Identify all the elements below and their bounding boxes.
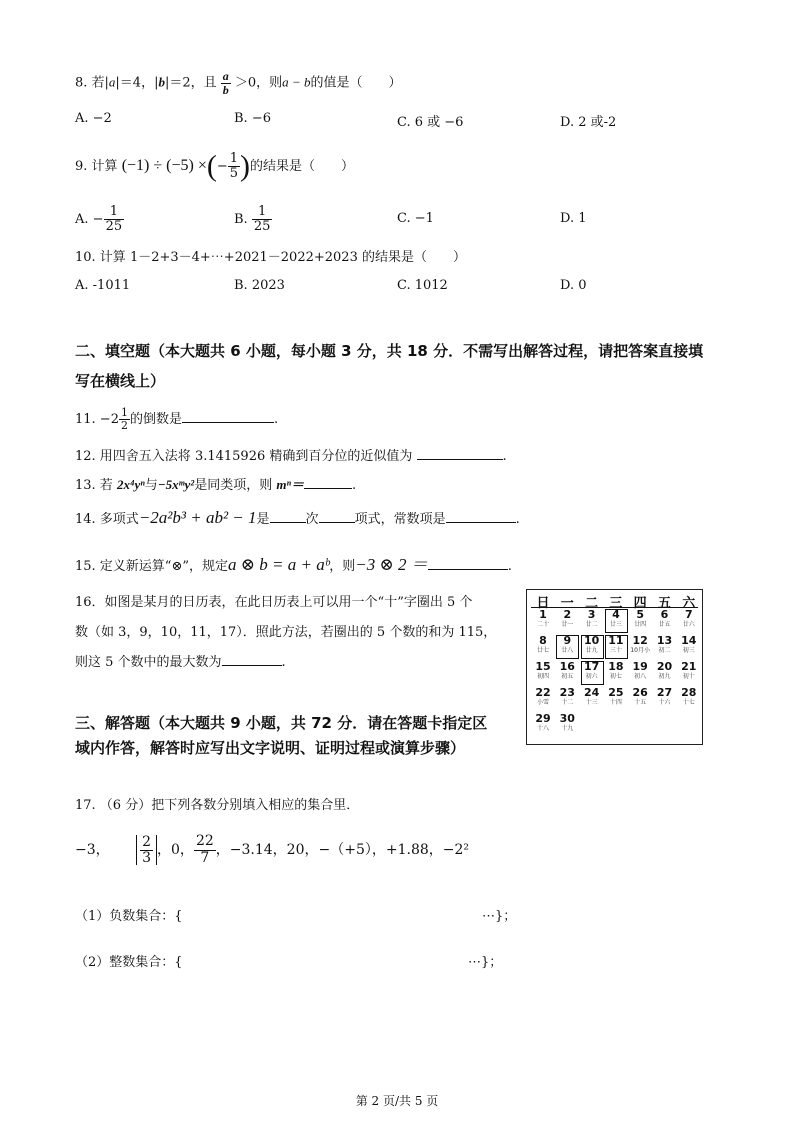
calendar-day (531, 609, 555, 630)
calendar-day-number: 16 (559, 660, 575, 673)
q9-option-a: A. − $\frac{1}{25}$ (75, 203, 123, 234)
calendar-lunar-date: 十九 (561, 725, 574, 732)
calendar-weekday-header: 一 (560, 596, 574, 611)
calendar-day-number: 14 (681, 634, 697, 647)
q10-stem: 10. 计算 1－2+3－4+⋯+2021－2022+2023 的结果是（ ） (75, 250, 466, 265)
q10-option-d: D. 0 (560, 278, 587, 293)
calendar-day (531, 635, 555, 656)
calendar-lunar-date: 10月小 (630, 647, 650, 654)
calendar-lunar-date: 十六 (658, 699, 671, 706)
calendar-day (531, 687, 555, 708)
q9-stem: 9. 计算 (−1) ÷ (−5) ×(− $\frac{1}{5}$ )的结果是（ ） (75, 149, 355, 183)
calendar-day-number: 5 (636, 608, 645, 621)
calendar-lunar-date: 初七 (609, 673, 622, 680)
calendar-lunar-date: 初二 (658, 647, 671, 654)
q17-set2-end: ⋯}； (468, 955, 503, 970)
calendar-weekday-header: 四 (633, 596, 647, 611)
q8-option-d: D. 2 或-2 (560, 115, 617, 130)
calendar-weekday-header: 五 (657, 596, 671, 611)
calendar-day-number: 23 (559, 686, 575, 699)
calendar-day-number: 7 (684, 608, 693, 621)
q16-line3: 则这 5 个数中的最大数为 . (75, 655, 286, 670)
calendar-day-number: 20 (656, 660, 673, 673)
section2-heading-line1: 二、填空题（本大题共 6 小题，每小题 3 分，共 18 分．不需写出解答过程，请把答案直接填 (75, 342, 704, 360)
q16-line1: 16．如图是某月的日历表，在此日历表上可以用一个“十”字圈出 5 个 (75, 595, 473, 610)
calendar-day-number: 27 (656, 686, 673, 699)
calendar-day (555, 713, 579, 734)
calendar-day-number: 13 (656, 634, 673, 647)
q14: 14. 多项式−2a²b³ + ab² − 1是 次 项式，常数项是 . (75, 508, 520, 527)
q17-set1-label: （1）负数集合：{ (75, 909, 183, 924)
calendar-weekday-header: 三 (609, 596, 623, 611)
calendar-day (677, 687, 701, 708)
calendar-day-number: 8 (539, 634, 547, 647)
calendar-day (628, 609, 652, 630)
calendar-lunar-date: 三十 (609, 647, 622, 654)
calendar-day-number: 1 (539, 608, 547, 621)
q13: 13. 若 2x⁴yⁿ与−5xᵐy²是同类项，则 mⁿ＝ . (75, 477, 357, 493)
calendar-lunar-date: 初十 (682, 673, 695, 680)
q17-stem: 17. （6 分）把下列各数分别填入相应的集合里． (75, 798, 360, 813)
q10-option-a: A. -1011 (75, 278, 131, 293)
calendar-lunar-date: 十七 (682, 699, 695, 706)
calendar-cross-highlight (605, 635, 628, 659)
section3-heading-line1: 三、解答题（本大题共 9 小题，共 72 分．请在答题卡指定区 (75, 714, 488, 732)
calendar-day-number: 6 (660, 608, 669, 621)
calendar-day (604, 661, 628, 682)
calendar-lunar-date: 廿二 (585, 621, 598, 628)
calendar-day-number: 29 (535, 712, 551, 725)
calendar-day-number: 9 (563, 634, 572, 647)
q12: 12. 用四舍五入法将 3.1415926 精确到百分位的近似值为 . (75, 449, 507, 464)
calendar-day (653, 687, 677, 708)
calendar-lunar-date: 廿五 (658, 621, 671, 628)
calendar-day (555, 609, 579, 630)
q9-option-d: D. 1 (560, 211, 587, 226)
q17-set1-end: ⋯}； (482, 909, 517, 924)
calendar-day-number: 22 (535, 686, 551, 699)
calendar-day-number: 24 (583, 686, 600, 699)
q9-option-c: C. −1 (397, 211, 434, 226)
calendar-day-number: 28 (681, 686, 697, 699)
calendar-lunar-date: 十二 (561, 699, 574, 706)
calendar-cross-highlight (556, 635, 579, 659)
calendar-lunar-date: 廿七 (536, 647, 549, 654)
calendar-day (628, 635, 652, 656)
q8-option-a: A. −2 (75, 111, 112, 126)
calendar-lunar-date: 小雪 (536, 699, 549, 706)
section2-heading-line2: 写在横线上） (75, 372, 166, 390)
calendar-day (580, 609, 604, 630)
calendar-lunar-date: 二十 (536, 621, 549, 628)
calendar-day (653, 635, 677, 656)
calendar-day-number: 26 (632, 686, 648, 699)
calendar-lunar-date: 廿六 (682, 621, 695, 628)
page-footer: 第 2 页/共 5 页 (355, 1094, 439, 1108)
q10-option-b: B. 2023 (234, 278, 285, 293)
calendar (526, 589, 703, 745)
q8-option-c: C. 6 或 −6 (397, 115, 464, 130)
calendar-lunar-date: 廿四 (634, 621, 647, 628)
calendar-day-number: 12 (632, 634, 648, 647)
calendar-day-number: 19 (632, 660, 648, 673)
calendar-lunar-date: 廿三 (609, 621, 622, 628)
calendar-day-number: 21 (681, 660, 697, 673)
calendar-day (653, 609, 677, 630)
calendar-lunar-date: 初九 (658, 673, 671, 680)
calendar-lunar-date: 十八 (536, 725, 549, 732)
calendar-lunar-date: 十五 (634, 699, 647, 706)
calendar-day (555, 687, 579, 708)
calendar-day (531, 713, 555, 734)
calendar-day-number: 18 (608, 660, 624, 673)
calendar-day (677, 661, 701, 682)
calendar-day-number: 2 (563, 608, 572, 621)
calendar-lunar-date: 初八 (634, 673, 647, 680)
q10-option-c: C. 1012 (397, 278, 448, 293)
q8-option-b: B. −6 (234, 111, 271, 126)
calendar-day-number: 10 (583, 634, 600, 647)
calendar-lunar-date: 十三 (585, 699, 598, 706)
calendar-day-number: 25 (608, 686, 624, 699)
calendar-lunar-date: 廿九 (585, 647, 598, 654)
calendar-day (555, 661, 579, 682)
calendar-day-number: 11 (608, 634, 624, 647)
calendar-day (628, 687, 652, 708)
calendar-day-number: 4 (612, 608, 620, 621)
q9-option-b: B. $\frac{1}{25}$ (234, 203, 271, 234)
q11: 11. −2 $\frac{1}{2}$ 的倒数是 . (75, 405, 279, 432)
calendar-day (531, 661, 555, 682)
q17-numbers: −3， $\frac{2}{3}$ ，0， $\frac{22}{7}$ ，−3.14，20，−（+5），+1.88，−2² (75, 833, 470, 866)
calendar-lunar-date: 初三 (682, 647, 695, 654)
calendar-cross-highlight (581, 661, 604, 685)
calendar-lunar-date: 廿八 (561, 647, 574, 654)
calendar-day-number: 30 (559, 712, 575, 725)
q8-stem: 8. 若|a|＝4，|b|＝2，且 $\frac{a}{b}$ ＞0，则a − b的值是（ ） (75, 69, 402, 97)
calendar-day (580, 687, 604, 708)
calendar-weekday-header: 日 (536, 596, 550, 611)
calendar-lunar-date: 初五 (561, 673, 574, 680)
calendar-day (604, 687, 628, 708)
section3-heading-line2: 域内作答，解答时应写出文字说明、证明过程或演算步骤） (75, 739, 466, 757)
calendar-lunar-date: 初四 (536, 673, 549, 680)
q15: 15. 定义新运算“⊗”，规定a ⊗ b = a + aᵇ，则−3 ⊗ 2 ＝ . (75, 555, 512, 574)
calendar-lunar-date: 廿一 (561, 621, 574, 628)
calendar-day-number: 15 (535, 660, 551, 673)
calendar-day (677, 635, 701, 656)
calendar-weekday-header: 六 (682, 596, 696, 611)
q17-set2-label: （2）整数集合：{ (75, 955, 183, 970)
calendar-cross-highlight (581, 635, 604, 659)
calendar-cross-highlight (605, 609, 628, 633)
calendar-day (677, 609, 701, 630)
calendar-day-number: 17 (583, 660, 600, 673)
q16-line2: 数（如 3，9，10，11，17）．照此方法，若圈出的 5 个数的和为 115， (75, 625, 497, 640)
calendar-day (653, 661, 677, 682)
calendar-day-number: 3 (587, 608, 596, 621)
calendar-lunar-date: 初六 (585, 673, 598, 680)
calendar-weekday-header: 二 (585, 596, 599, 611)
calendar-lunar-date: 十四 (609, 699, 622, 706)
calendar-day (628, 661, 652, 682)
